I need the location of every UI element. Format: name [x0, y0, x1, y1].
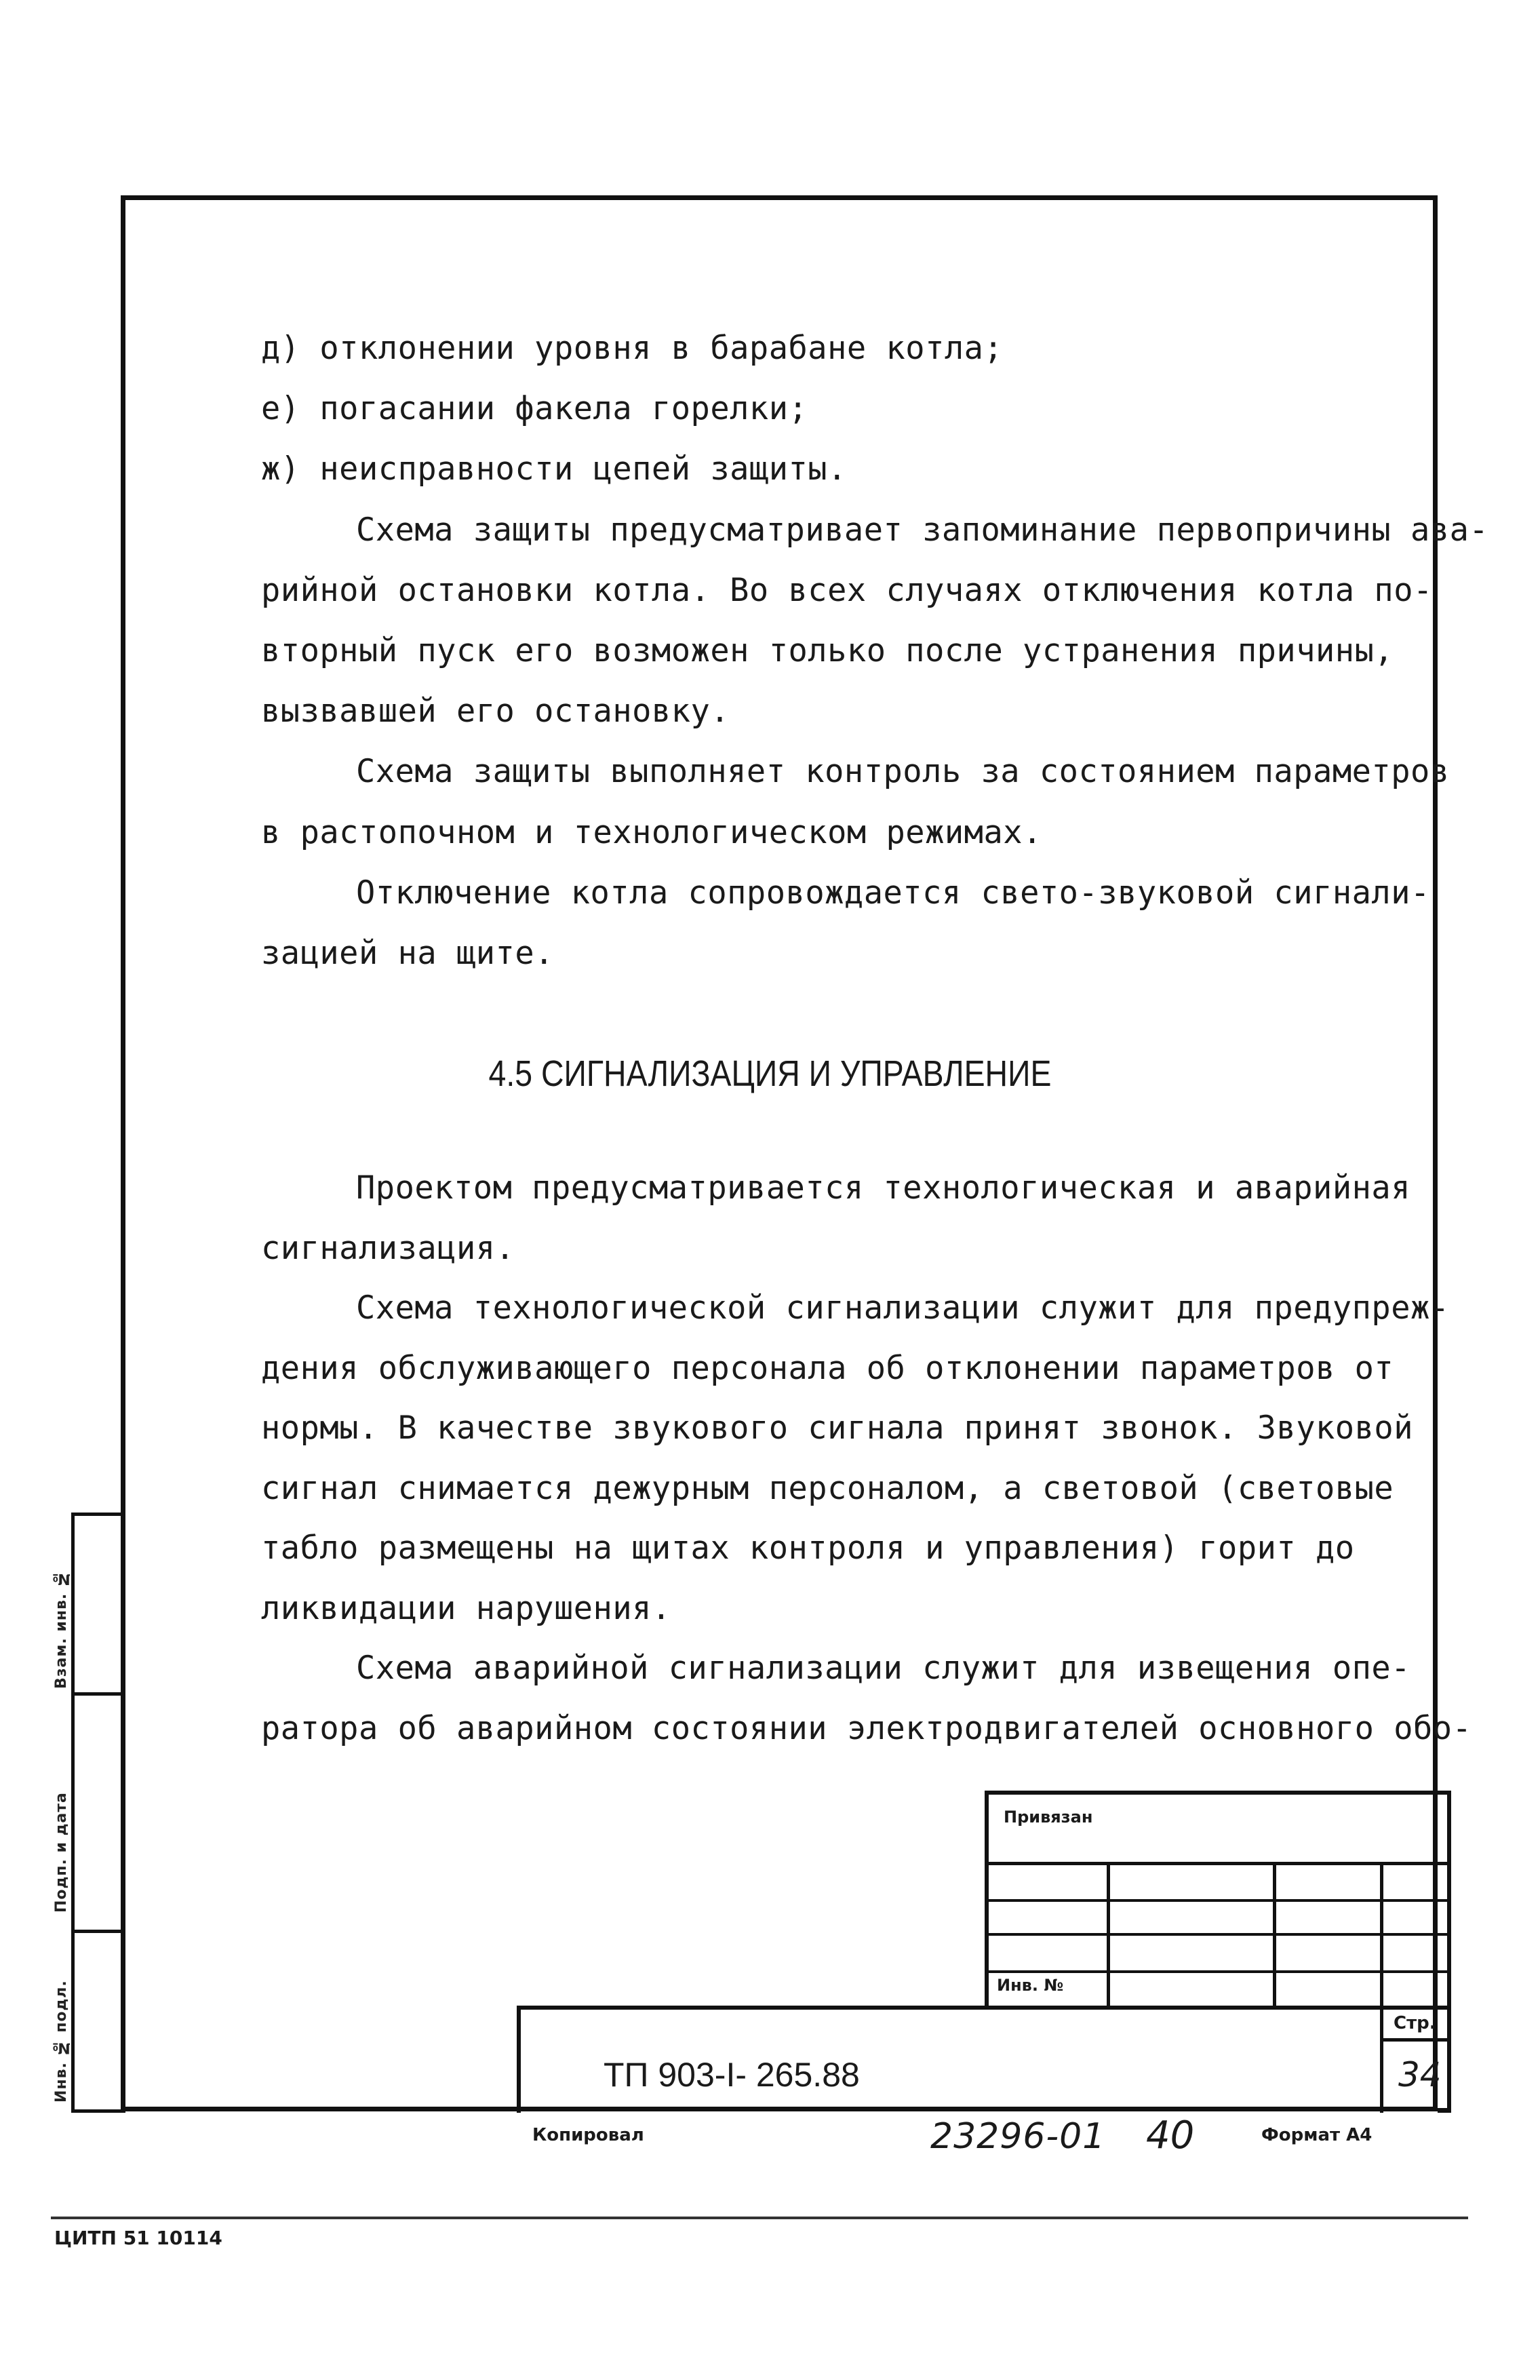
body-line: Схема защиты выполняет контроль за состоянием параметров	[356, 753, 1450, 791]
body-line: Отключение котла сопровождается свето-звуковой сигнали-	[356, 874, 1430, 912]
footer-rule	[51, 2217, 1468, 2219]
body-line: ж) неисправности цепей защиты.	[261, 450, 847, 488]
sheet-number: 40	[1146, 2113, 1195, 2158]
section-heading: 4.5 СИГНАЛИЗАЦИЯ И УПРАВЛЕНИЕ	[488, 1053, 1052, 1094]
grid-vline	[1273, 1862, 1276, 2008]
privyazan-label: Привязан	[1004, 1808, 1093, 1827]
body-line: Схема защиты предусматривает запоминание первопричины ава-	[356, 511, 1489, 549]
body-line: е) погасании факела горелки;	[261, 390, 808, 428]
side-label-middle: Подп. и дата	[53, 1792, 70, 1913]
document-code: ТП 903-I- 265.88	[604, 2056, 860, 2094]
body-line: вызвавшей его остановку.	[261, 692, 730, 730]
page-cell-line	[1380, 2038, 1451, 2042]
page-label: Стр.	[1394, 2013, 1436, 2033]
copied-label: Копировал	[532, 2125, 644, 2145]
inv-no-label: Инв. №	[997, 1976, 1064, 1995]
side-stamp-top	[71, 1513, 125, 1696]
side-stamp-middle	[71, 1692, 125, 1933]
body-line: дения обслуживающего персонала об отклонении параметров от	[261, 1349, 1394, 1387]
body-line: Схема технологической сигнализации служит для предупреж-	[356, 1289, 1450, 1327]
side-label-bottom: Инв. № подл.	[53, 1980, 70, 2103]
body-line: нормы. В качестве звукового сигнала принят звонок. Звуковой	[261, 1409, 1413, 1447]
page-cell-divider	[1380, 2006, 1383, 2113]
body-line: сигнализация.	[261, 1229, 515, 1267]
order-number: 23296-01	[930, 2116, 1106, 2157]
body-line: вторный пуск его возможен только после устранения причины,	[261, 632, 1394, 669]
printer-label: ЦИТП 51 10114	[54, 2227, 222, 2249]
body-line: д) отклонении уровня в барабане котла;	[261, 330, 1004, 367]
body-line: сигнал снимается дежурным персоналом, а световой (световые	[261, 1469, 1394, 1507]
body-line: рийной остановки котла. Во всех случаях отключения котла по-	[261, 571, 1433, 609]
body-line: ратора об аварийном состоянии электродвигателей основного обо-	[261, 1709, 1472, 1747]
grid-vline	[1380, 1862, 1383, 2008]
format-label: Формат А4	[1261, 2125, 1373, 2145]
side-label-top: Взам. инв. №	[53, 1569, 70, 1689]
body-line: ликвидации нарушения.	[261, 1589, 671, 1627]
body-line: Схема аварийной сигнализации служит для извещения опе-	[356, 1650, 1411, 1687]
body-line: табло размещены на щитах контроля и управления) горит до	[261, 1529, 1355, 1567]
side-stamp-bottom	[71, 1930, 125, 2113]
grid-vline	[1107, 1862, 1110, 2008]
body-line: зацией на щите.	[261, 935, 554, 972]
frame-bottom-ext	[1438, 2108, 1451, 2113]
body-line: в растопочном и технологическом режимах.	[261, 813, 1042, 851]
page-number: 34	[1398, 2055, 1442, 2094]
body-line: Проектом предусматривается технологическая и аварийная	[356, 1169, 1411, 1207]
